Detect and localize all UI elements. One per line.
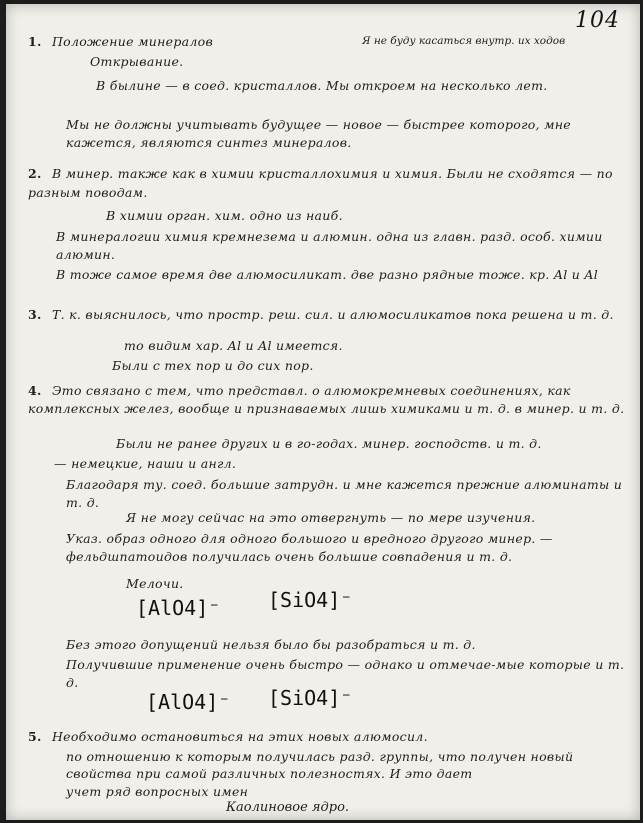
section-heading [28,164,628,202]
text-line: Получившие применение очень быстро — однако и отмечае-мые которые и т. д. [66,657,625,690]
margin-note: Я не буду касаться внутр. их ходов [362,35,566,47]
section-text: Это связано с тем, что представл. о алюмокремневых соединениях, как комплексных желез, вообще и признаваемых лишь химиками и т. д. в минер. и т. д. [28,383,625,416]
section-heading [28,34,213,49]
section-number: 2. [28,166,42,181]
section-heading [28,728,628,746]
page-number: 104 [575,8,620,33]
silicate-formula: [SiO4]⁻ [268,588,353,612]
section-text: Необходимо остановиться на этих новых алюмосил. [51,729,428,744]
text-line: то видим хар. Al и Al имеется. [124,338,343,353]
text-line: В былине — в соед. кристаллов. Мы откроем на несколько лет. [96,78,548,93]
text-line: Мы не должны учитывать будущее — новое — быстрее которого, мне кажется, являются синтез минералов. [66,117,571,150]
section-text: Положение минералов [51,34,214,49]
section-number: 3. [28,307,42,322]
text-line: Благодаря ту. соед. большие затрудн. и мне кажется прежние алюминаты и т. д. [66,477,623,510]
section-number: 5. [28,729,42,744]
section-heading [28,382,628,418]
text-line: В химии орган. хим. одно из наиб. [106,208,343,223]
closing-note: Каолиновое ядро. [226,800,350,815]
section-text: Т. к. выяснилось, что простр. реш. сил. и алюмосиликатов пока решена и т. д. [51,307,614,322]
text-line: В тоже самое время две алюмосиликат. две разно рядные тоже. кр. Al и Al [56,267,599,282]
text-line: Открывание. [90,54,184,69]
aluminate-formula: [AlO4]⁻ [136,596,221,620]
text-line: Я не могу сейчас на это отвергнуть — по мере изучения. [126,510,536,525]
text-line: Указ. образ одного для одного большого и вредного другого минер. — фельдшпатоидов получилась очень большие совпадения и т. д. [66,531,553,564]
aluminate-formula: [AlO4]⁻ [146,690,231,714]
section-number: 1. [28,34,42,49]
manuscript-page [6,4,640,820]
text-line: Были с тех пор и до сих пор. [112,358,314,373]
text-line: Без этого допущений нельзя было бы разобраться и т. д. [66,637,476,652]
text-line: Мелочи. [126,576,184,591]
section-heading [28,306,628,324]
text-line: — немецкие, наши и англ. [54,456,237,471]
text-line: учет ряд вопросных имен [66,784,249,799]
text-line: Были не ранее других и в го-годах. минер. господств. и т. д. [116,436,542,451]
silicate-formula: [SiO4]⁻ [268,686,353,710]
section-text: В минер. также как в химии кристаллохимия и химия. Были не сходятся — по разным поводам. [28,166,613,200]
text-line: В минералогии химия кремнезема и алюмин. одна из главн. разд. особ. химии алюмин. [56,229,603,262]
text-line: по отношению к которым получилась разд. группы, что получен новый свойства при самой различных полезностях. И это дает [66,749,574,781]
section-number: 4. [28,383,42,398]
